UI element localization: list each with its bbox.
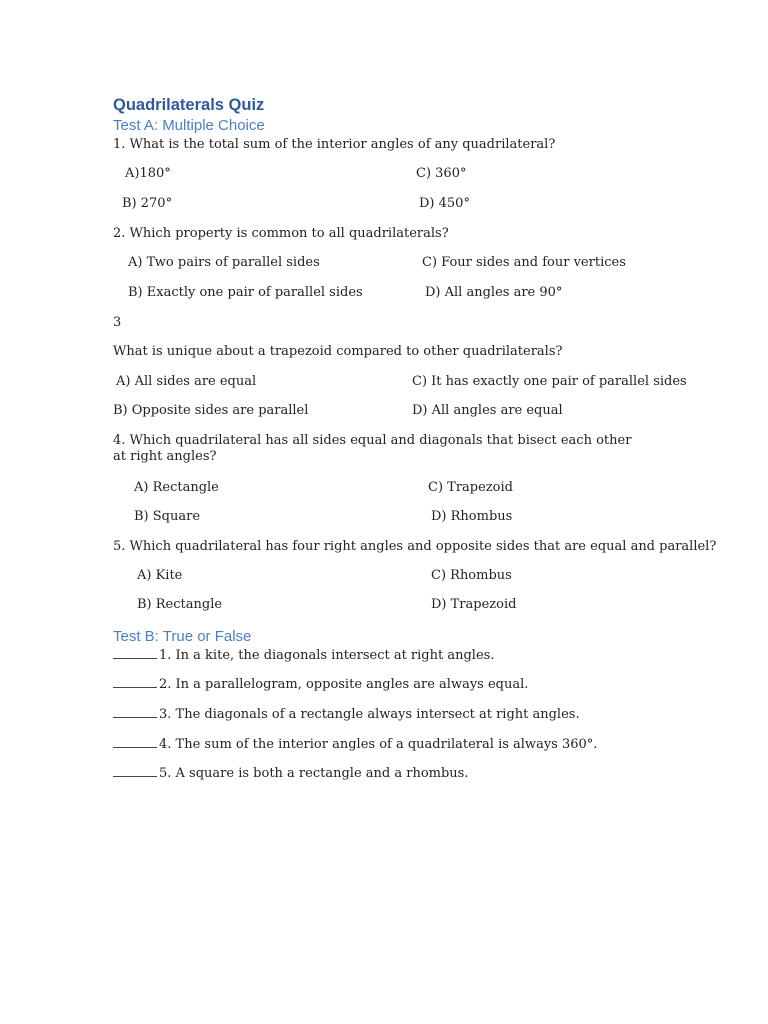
tf-statement: 4. The sum of the interior angles of a quadrilateral is always 360°. (159, 737, 598, 752)
question-3-number: 3 (113, 315, 122, 330)
question-3-stem: What is unique about a trapezoid compared to other quadrilaterals? (113, 344, 563, 359)
q1-option-d: D) 450° (419, 196, 470, 211)
tf-item-1 (113, 648, 494, 664)
answer-blank[interactable] (113, 677, 157, 688)
q5-option-a: A) Kite (137, 568, 183, 583)
question-1-stem: 1. What is the total sum of the interior angles of any quadrilateral? (113, 137, 556, 152)
q3-option-b: B) Opposite sides are parallel (113, 403, 309, 418)
q5-option-c: C) Rhombus (431, 568, 512, 583)
question-2-stem: 2. Which property is common to all quadrilaterals? (113, 226, 449, 241)
q1-option-c: C) 360° (416, 166, 467, 181)
q3-option-c: C) It has exactly one pair of parallel sides (412, 374, 687, 389)
tf-item-2 (113, 677, 528, 693)
q1-option-a: A)180° (125, 166, 171, 181)
q3-option-a: A) All sides are equal (116, 374, 257, 389)
q4-option-a: A) Rectangle (134, 480, 219, 495)
q4-option-b: B) Square (134, 509, 201, 524)
q1-option-b: B) 270° (122, 196, 173, 211)
q5-option-b: B) Rectangle (137, 597, 223, 612)
tf-statement: 3. The diagonals of a rectangle always intersect at right angles. (159, 707, 580, 722)
question-4-stem: 4. Which quadrilateral has all sides equal and diagonals that bisect each other at right angles? (113, 433, 632, 464)
answer-blank[interactable] (113, 766, 157, 777)
tf-statement: 1. In a kite, the diagonals intersect at right angles. (159, 648, 495, 663)
q2-option-c: C) Four sides and four vertices (422, 255, 626, 270)
answer-blank[interactable] (113, 648, 157, 659)
test-b-heading: Test B: True or False (113, 628, 252, 645)
test-a-heading: Test A: Multiple Choice (113, 117, 265, 134)
q2-option-b: B) Exactly one pair of parallel sides (128, 285, 363, 300)
tf-item-3 (113, 707, 580, 723)
answer-blank[interactable] (113, 707, 157, 718)
question-5-stem: 5. Which quadrilateral has four right angles and opposite sides that are equal and parallel? (113, 539, 717, 554)
q4-option-d: D) Rhombus (431, 509, 513, 524)
q3-option-d: D) All angles are equal (412, 403, 563, 418)
q2-option-a: A) Two pairs of parallel sides (128, 255, 320, 270)
q5-option-d: D) Trapezoid (431, 597, 517, 612)
quiz-title: Quadrilaterals Quiz (113, 96, 265, 114)
tf-item-4 (113, 737, 597, 753)
tf-statement: 2. In a parallelogram, opposite angles are always equal. (159, 677, 529, 692)
answer-blank[interactable] (113, 737, 157, 748)
q2-option-d: D) All angles are 90° (425, 285, 563, 300)
tf-statement: 5. A square is both a rectangle and a rhombus. (159, 766, 469, 781)
q4-option-c: C) Trapezoid (428, 480, 513, 495)
tf-item-5 (113, 766, 468, 782)
